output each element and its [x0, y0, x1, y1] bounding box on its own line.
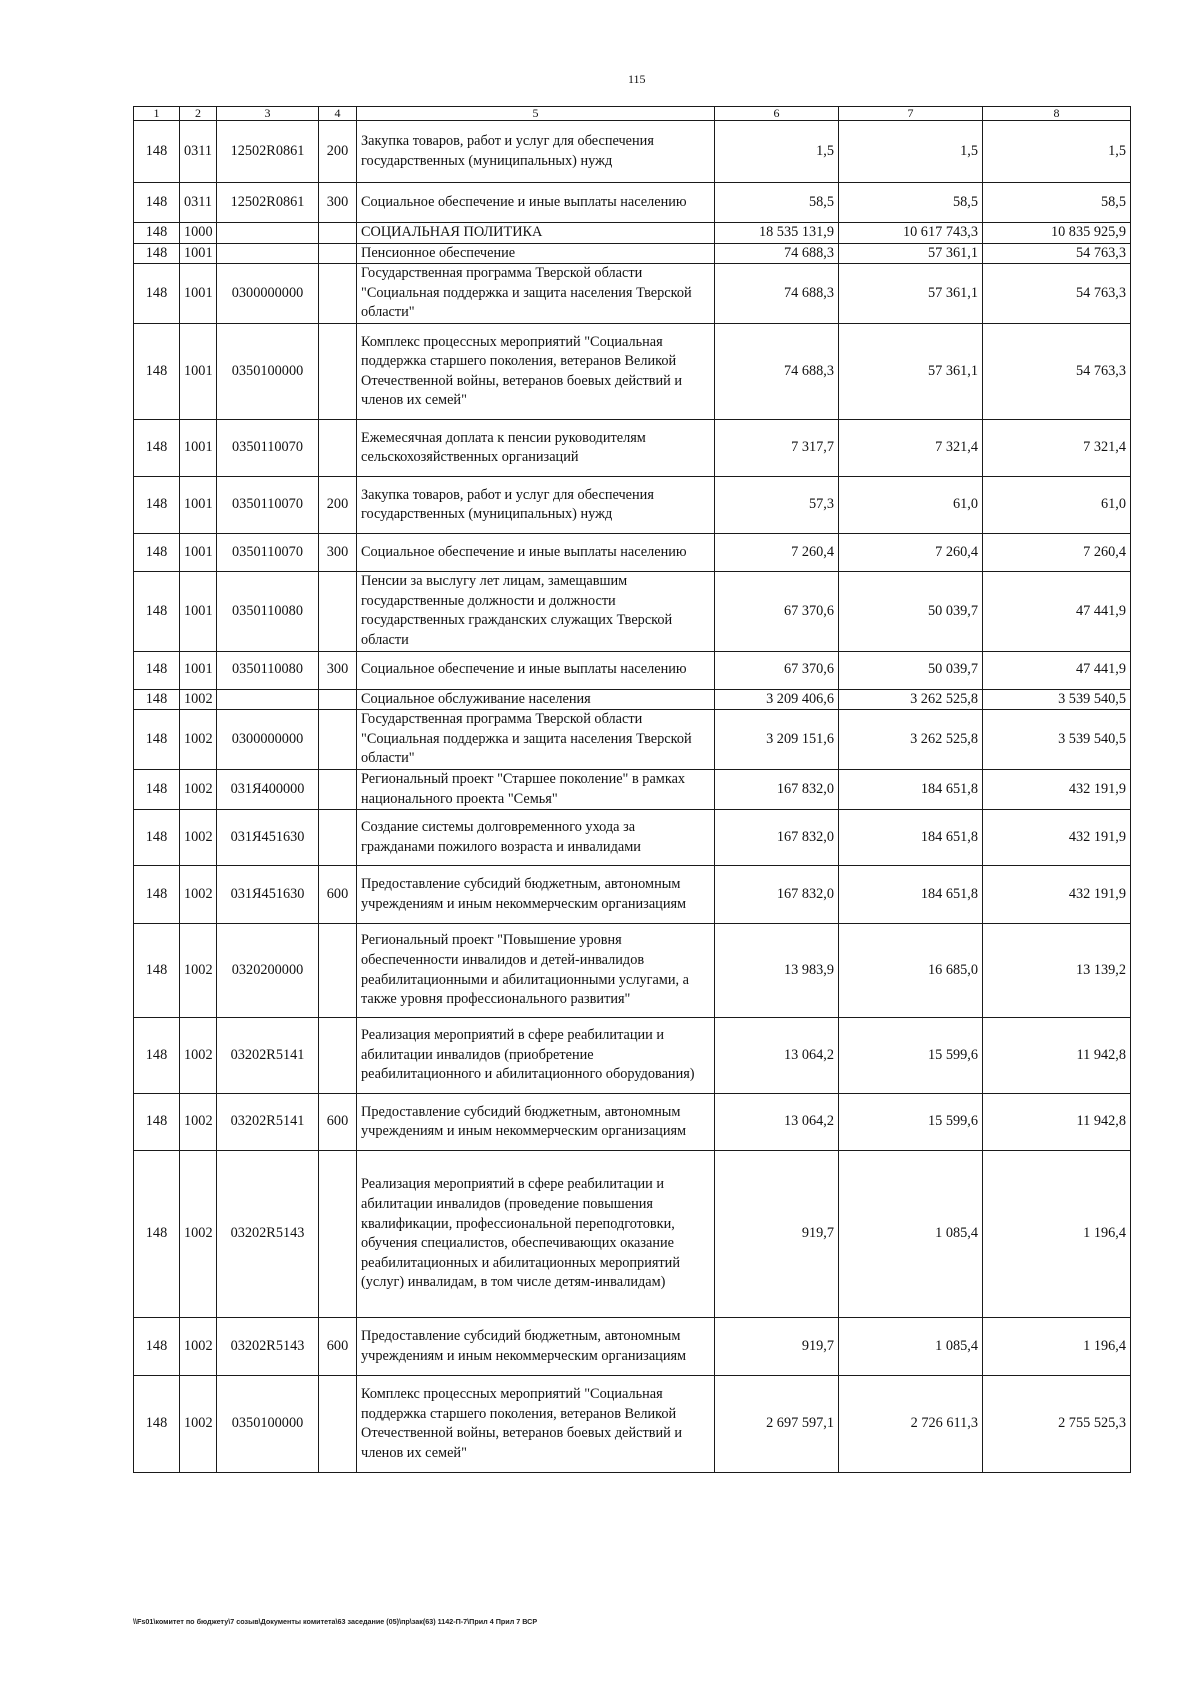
- cell-target-article-code: 0350110070: [217, 420, 319, 477]
- column-number-7: 7: [839, 107, 983, 121]
- table-row: [134, 1151, 1131, 1318]
- cell-expense-type-code: [319, 810, 357, 866]
- cell-expense-type-code: [319, 572, 357, 651]
- cell-expense-type-code: [319, 264, 357, 324]
- cell-amount-year2: 57 361,1: [839, 243, 983, 264]
- cell-amount-year3: 2 755 525,3: [983, 1376, 1131, 1473]
- cell-description: Региональный проект "Старшее поколение" в рамках национального проекта "Семья": [357, 769, 715, 809]
- cell-section-code: 1002: [180, 1151, 217, 1318]
- table-row: [134, 324, 1131, 420]
- cell-section-code: 1001: [180, 651, 217, 689]
- cell-section-code: 1001: [180, 477, 217, 534]
- cell-description: Государственная программа Тверской области "Социальная поддержка и защита населения Тверской области": [357, 710, 715, 770]
- cell-amount-year3: 7 260,4: [983, 534, 1131, 572]
- cell-description: Реализация мероприятий в сфере реабилитации и абилитации инвалидов (проведение повышения квалификации, профессиональной переподготовки, обучения специалистов, обеспечивающих оказание реабилитационных и абилитационных мероприятий (услуг) инвалидам, в том числе детям-инвалидам): [357, 1151, 715, 1318]
- cell-target-article-code: 0350100000: [217, 1376, 319, 1473]
- table-row: [134, 866, 1131, 924]
- table-row: [134, 243, 1131, 264]
- cell-amount-year2: 57 361,1: [839, 264, 983, 324]
- cell-amount-year2: 7 321,4: [839, 420, 983, 477]
- cell-expense-type-code: 300: [319, 534, 357, 572]
- cell-target-article-code: 0300000000: [217, 710, 319, 770]
- cell-amount-year3: 432 191,9: [983, 810, 1131, 866]
- column-number-header-row: [134, 107, 1131, 121]
- table-row: [134, 183, 1131, 223]
- cell-amount-year2: 184 651,8: [839, 810, 983, 866]
- cell-amount-year3: 61,0: [983, 477, 1131, 534]
- cell-amount-year1: 74 688,3: [715, 243, 839, 264]
- cell-amount-year2: 184 651,8: [839, 866, 983, 924]
- column-number-5: 5: [357, 107, 715, 121]
- cell-section-code: 0311: [180, 121, 217, 183]
- cell-description: Предоставление субсидий бюджетным, автономным учреждениям и иным некоммерческим организациям: [357, 866, 715, 924]
- cell-description: Социальное обеспечение и иные выплаты населению: [357, 534, 715, 572]
- cell-ministry-code: 148: [134, 121, 180, 183]
- cell-target-article-code: 0350110080: [217, 651, 319, 689]
- cell-description: Социальное обслуживание населения: [357, 689, 715, 710]
- cell-expense-type-code: 300: [319, 183, 357, 223]
- table-row: [134, 534, 1131, 572]
- cell-amount-year3: 10 835 925,9: [983, 223, 1131, 244]
- table-row: [134, 924, 1131, 1018]
- cell-expense-type-code: [319, 924, 357, 1018]
- table-row: [134, 264, 1131, 324]
- cell-expense-type-code: [319, 769, 357, 809]
- cell-description: Социальное обеспечение и иные выплаты населению: [357, 183, 715, 223]
- cell-amount-year2: 15 599,6: [839, 1018, 983, 1094]
- cell-ministry-code: 148: [134, 420, 180, 477]
- cell-ministry-code: 148: [134, 477, 180, 534]
- cell-target-article-code: 0350110070: [217, 477, 319, 534]
- table-row: [134, 477, 1131, 534]
- cell-target-article-code: 03202R5141: [217, 1018, 319, 1094]
- cell-amount-year2: 50 039,7: [839, 651, 983, 689]
- cell-section-code: 1001: [180, 420, 217, 477]
- cell-target-article-code: 12502R0861: [217, 183, 319, 223]
- cell-expense-type-code: 600: [319, 1318, 357, 1376]
- cell-amount-year2: 1,5: [839, 121, 983, 183]
- cell-ministry-code: 148: [134, 324, 180, 420]
- cell-amount-year1: 74 688,3: [715, 264, 839, 324]
- cell-target-article-code: 03202R5143: [217, 1318, 319, 1376]
- cell-ministry-code: 148: [134, 651, 180, 689]
- file-path-footer: \\Fs01\комитет по бюджету\7 созыв\Документы комитета\63 заседание (05)\пр\зак(63) 1142-П-7\Прил 4 Прил 7 ВСР: [133, 1617, 538, 1626]
- cell-expense-type-code: 200: [319, 477, 357, 534]
- cell-amount-year1: 167 832,0: [715, 866, 839, 924]
- table-row: [134, 1318, 1131, 1376]
- cell-amount-year2: 3 262 525,8: [839, 689, 983, 710]
- cell-amount-year3: 58,5: [983, 183, 1131, 223]
- cell-ministry-code: 148: [134, 183, 180, 223]
- cell-description: Комплекс процессных мероприятий "Социальная поддержка старшего поколения, ветеранов Великой Отечественной войны, ветеранов боевых действий и членов их семей": [357, 1376, 715, 1473]
- cell-ministry-code: 148: [134, 769, 180, 809]
- cell-amount-year1: 167 832,0: [715, 810, 839, 866]
- cell-section-code: 1002: [180, 1318, 217, 1376]
- page-number: 115: [628, 72, 646, 86]
- cell-ministry-code: 148: [134, 1094, 180, 1151]
- cell-ministry-code: 148: [134, 534, 180, 572]
- column-number-6: 6: [715, 107, 839, 121]
- cell-description: Создание системы долговременного ухода за гражданами пожилого возраста и инвалидами: [357, 810, 715, 866]
- cell-expense-type-code: [319, 710, 357, 770]
- cell-section-code: 1002: [180, 924, 217, 1018]
- cell-amount-year1: 3 209 406,6: [715, 689, 839, 710]
- cell-description: Комплекс процессных мероприятий "Социальная поддержка старшего поколения, ветеранов Великой Отечественной войны, ветеранов боевых действий и членов их семей": [357, 324, 715, 420]
- cell-expense-type-code: [319, 1376, 357, 1473]
- cell-expense-type-code: [319, 324, 357, 420]
- table-row: [134, 1376, 1131, 1473]
- cell-amount-year2: 1 085,4: [839, 1151, 983, 1318]
- cell-expense-type-code: [319, 223, 357, 244]
- cell-amount-year3: 3 539 540,5: [983, 689, 1131, 710]
- cell-expense-type-code: 200: [319, 121, 357, 183]
- cell-amount-year1: 18 535 131,9: [715, 223, 839, 244]
- cell-amount-year1: 167 832,0: [715, 769, 839, 809]
- cell-section-code: 1002: [180, 1094, 217, 1151]
- table-row: [134, 572, 1131, 651]
- cell-description: Пенсионное обеспечение: [357, 243, 715, 264]
- table-row: [134, 651, 1131, 689]
- cell-amount-year1: 1,5: [715, 121, 839, 183]
- cell-amount-year1: 67 370,6: [715, 572, 839, 651]
- cell-amount-year1: 919,7: [715, 1318, 839, 1376]
- cell-amount-year1: 919,7: [715, 1151, 839, 1318]
- cell-amount-year3: 3 539 540,5: [983, 710, 1131, 770]
- cell-expense-type-code: 600: [319, 866, 357, 924]
- cell-section-code: 1002: [180, 810, 217, 866]
- cell-description: Государственная программа Тверской области "Социальная поддержка и защита населения Тверской области": [357, 264, 715, 324]
- column-number-1: 1: [134, 107, 180, 121]
- table-row: [134, 769, 1131, 809]
- cell-target-article-code: 12502R0861: [217, 121, 319, 183]
- cell-amount-year1: 3 209 151,6: [715, 710, 839, 770]
- cell-target-article-code: [217, 223, 319, 244]
- cell-ministry-code: 148: [134, 689, 180, 710]
- cell-target-article-code: 031Я451630: [217, 866, 319, 924]
- cell-expense-type-code: [319, 1018, 357, 1094]
- cell-amount-year1: 7 260,4: [715, 534, 839, 572]
- cell-expense-type-code: [319, 689, 357, 710]
- cell-target-article-code: 03202R5141: [217, 1094, 319, 1151]
- cell-amount-year3: 47 441,9: [983, 651, 1131, 689]
- cell-amount-year3: 11 942,8: [983, 1018, 1131, 1094]
- cell-ministry-code: 148: [134, 924, 180, 1018]
- cell-ministry-code: 148: [134, 243, 180, 264]
- column-number-2: 2: [180, 107, 217, 121]
- cell-amount-year2: 15 599,6: [839, 1094, 983, 1151]
- cell-amount-year2: 16 685,0: [839, 924, 983, 1018]
- cell-description: Предоставление субсидий бюджетным, автономным учреждениям и иным некоммерческим организациям: [357, 1318, 715, 1376]
- cell-amount-year3: 432 191,9: [983, 769, 1131, 809]
- cell-target-article-code: 031Я400000: [217, 769, 319, 809]
- cell-section-code: 1002: [180, 1376, 217, 1473]
- cell-ministry-code: 148: [134, 866, 180, 924]
- cell-amount-year3: 54 763,3: [983, 264, 1131, 324]
- cell-amount-year3: 11 942,8: [983, 1094, 1131, 1151]
- cell-amount-year2: 50 039,7: [839, 572, 983, 651]
- cell-amount-year3: 1 196,4: [983, 1318, 1131, 1376]
- table-row: [134, 689, 1131, 710]
- table-row: [134, 223, 1131, 244]
- budget-table: [133, 106, 1131, 1473]
- cell-target-article-code: 03202R5143: [217, 1151, 319, 1318]
- cell-amount-year2: 61,0: [839, 477, 983, 534]
- cell-ministry-code: 148: [134, 1151, 180, 1318]
- cell-amount-year3: 54 763,3: [983, 243, 1131, 264]
- cell-amount-year1: 13 064,2: [715, 1094, 839, 1151]
- cell-ministry-code: 148: [134, 1318, 180, 1376]
- cell-ministry-code: 148: [134, 264, 180, 324]
- table-row: [134, 810, 1131, 866]
- cell-section-code: 1002: [180, 1018, 217, 1094]
- budget-table-body: [134, 121, 1131, 1473]
- cell-description: Пенсии за выслугу лет лицам, замещавшим государственные должности и должности государственных гражданских служащих Тверской области: [357, 572, 715, 651]
- cell-description: Предоставление субсидий бюджетным, автономным учреждениям и иным некоммерческим организациям: [357, 1094, 715, 1151]
- cell-section-code: 1002: [180, 769, 217, 809]
- cell-section-code: 1001: [180, 264, 217, 324]
- cell-description: Реализация мероприятий в сфере реабилитации и абилитации инвалидов (приобретение реабилитационного и абилитационного оборудования): [357, 1018, 715, 1094]
- cell-description: Закупка товаров, работ и услуг для обеспечения государственных (муниципальных) нужд: [357, 121, 715, 183]
- cell-target-article-code: 0320200000: [217, 924, 319, 1018]
- cell-amount-year3: 7 321,4: [983, 420, 1131, 477]
- column-number-8: 8: [983, 107, 1131, 121]
- table-row: [134, 1018, 1131, 1094]
- cell-amount-year1: 74 688,3: [715, 324, 839, 420]
- cell-expense-type-code: 300: [319, 651, 357, 689]
- cell-ministry-code: 148: [134, 710, 180, 770]
- cell-ministry-code: 148: [134, 810, 180, 866]
- cell-expense-type-code: [319, 1151, 357, 1318]
- cell-amount-year3: 1 196,4: [983, 1151, 1131, 1318]
- cell-ministry-code: 148: [134, 223, 180, 244]
- cell-expense-type-code: 600: [319, 1094, 357, 1151]
- table-row: [134, 1094, 1131, 1151]
- cell-amount-year2: 3 262 525,8: [839, 710, 983, 770]
- cell-target-article-code: 0350110070: [217, 534, 319, 572]
- cell-section-code: 1001: [180, 572, 217, 651]
- cell-amount-year2: 10 617 743,3: [839, 223, 983, 244]
- cell-ministry-code: 148: [134, 1018, 180, 1094]
- cell-amount-year3: 47 441,9: [983, 572, 1131, 651]
- table-row: [134, 121, 1131, 183]
- cell-amount-year3: 54 763,3: [983, 324, 1131, 420]
- cell-amount-year2: 7 260,4: [839, 534, 983, 572]
- cell-amount-year1: 2 697 597,1: [715, 1376, 839, 1473]
- cell-section-code: 1002: [180, 710, 217, 770]
- cell-amount-year2: 58,5: [839, 183, 983, 223]
- cell-ministry-code: 148: [134, 572, 180, 651]
- cell-section-code: 1001: [180, 324, 217, 420]
- cell-section-code: 1001: [180, 243, 217, 264]
- cell-section-code: 1002: [180, 689, 217, 710]
- cell-section-code: 1001: [180, 534, 217, 572]
- cell-amount-year1: 67 370,6: [715, 651, 839, 689]
- cell-amount-year3: 1,5: [983, 121, 1131, 183]
- cell-expense-type-code: [319, 420, 357, 477]
- table-row: [134, 710, 1131, 770]
- cell-section-code: 1000: [180, 223, 217, 244]
- cell-target-article-code: [217, 243, 319, 264]
- cell-section-code: 1002: [180, 866, 217, 924]
- cell-target-article-code: 0350110080: [217, 572, 319, 651]
- cell-amount-year2: 2 726 611,3: [839, 1376, 983, 1473]
- cell-amount-year3: 432 191,9: [983, 866, 1131, 924]
- cell-amount-year3: 13 139,2: [983, 924, 1131, 1018]
- cell-section-code: 0311: [180, 183, 217, 223]
- cell-amount-year1: 13 064,2: [715, 1018, 839, 1094]
- cell-ministry-code: 148: [134, 1376, 180, 1473]
- cell-amount-year1: 13 983,9: [715, 924, 839, 1018]
- cell-expense-type-code: [319, 243, 357, 264]
- cell-target-article-code: 031Я451630: [217, 810, 319, 866]
- cell-description: Региональный проект "Повышение уровня обеспеченности инвалидов и детей-инвалидов реабилитационными и абилитационными услугами, а также уровня профессионального развития": [357, 924, 715, 1018]
- column-number-3: 3: [217, 107, 319, 121]
- cell-description: Ежемесячная доплата к пенсии руководителям сельскохозяйственных организаций: [357, 420, 715, 477]
- cell-target-article-code: 0300000000: [217, 264, 319, 324]
- cell-amount-year2: 57 361,1: [839, 324, 983, 420]
- cell-amount-year1: 58,5: [715, 183, 839, 223]
- cell-amount-year1: 7 317,7: [715, 420, 839, 477]
- cell-target-article-code: 0350100000: [217, 324, 319, 420]
- column-number-4: 4: [319, 107, 357, 121]
- cell-target-article-code: [217, 689, 319, 710]
- cell-description: СОЦИАЛЬНАЯ ПОЛИТИКА: [357, 223, 715, 244]
- cell-amount-year2: 1 085,4: [839, 1318, 983, 1376]
- cell-description: Социальное обеспечение и иные выплаты населению: [357, 651, 715, 689]
- cell-amount-year2: 184 651,8: [839, 769, 983, 809]
- cell-amount-year1: 57,3: [715, 477, 839, 534]
- table-row: [134, 420, 1131, 477]
- cell-description: Закупка товаров, работ и услуг для обеспечения государственных (муниципальных) нужд: [357, 477, 715, 534]
